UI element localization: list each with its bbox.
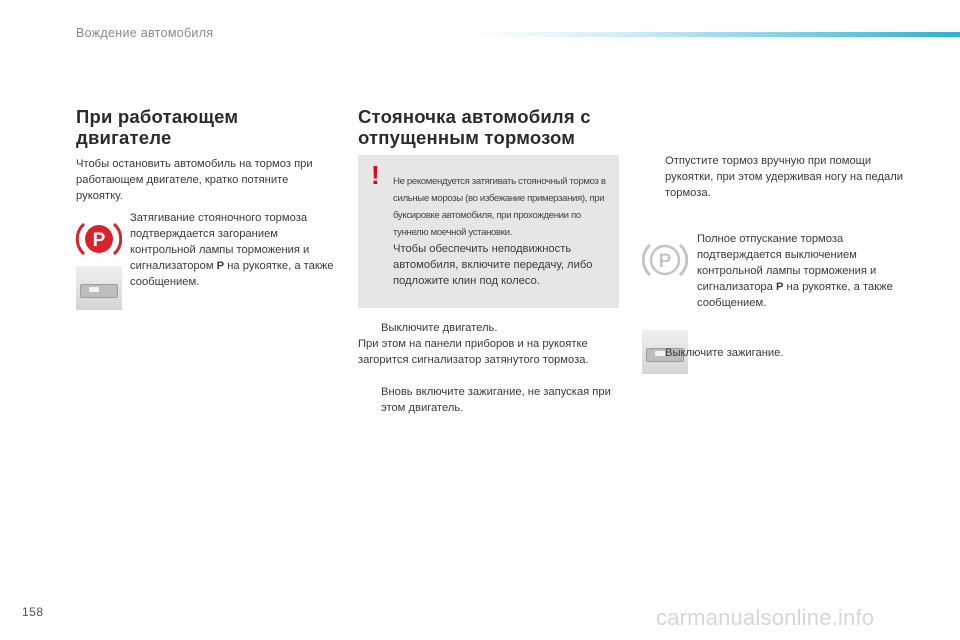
- column1-heading: При работающем двигателе: [76, 106, 239, 148]
- column1-confirmation-text: Затягивание стояночного тормоза подтверждается загоранием контрольной лампы торможения и сигнализатором P на рукоятке, а также сообщением.: [130, 212, 334, 288]
- svg-text:P: P: [92, 230, 106, 251]
- handbrake-lever-photo: [76, 266, 122, 310]
- svg-text:P: P: [658, 251, 672, 272]
- column2-step1: Выключите двигатель.: [381, 322, 498, 334]
- column1-intro-text: Чтобы остановить автомобиль на тормоз при работающем двигателе, кратко потяните рукоятку.: [76, 158, 313, 202]
- column2-step2: Вновь включите зажигание, не запуская при этом двигатель.: [381, 386, 611, 414]
- column3-step2: Выключите зажигание.: [665, 347, 784, 359]
- column3-confirmation-text: Полное отпускание тормоза подтверждается выключением контрольной лампы торможения и сигнализатора P на рукоятке, а также сообщением.: [697, 233, 893, 309]
- watermark: carmanualsonline.info: [656, 605, 875, 630]
- parking-brake-warning-red-icon: [76, 216, 122, 262]
- warning-text: Не рекомендуется затягивать стояночный тормоз в сильные морозы (во избежание примерзания), при буксировке автомобиля, при прохождении по туннелю моечной установки.: [393, 175, 606, 238]
- parking-brake-grey-icon: [642, 237, 688, 283]
- header-accent-bar: [470, 32, 960, 37]
- column3-step1: Отпустите тормоз вручную при помощи рукоятки, при этом удерживая ногу на педали тормоза.: [665, 155, 903, 199]
- column2-heading: Стояночка автомобиля с отпущенным тормозом: [358, 106, 591, 148]
- warning-exclamation-icon: !: [371, 160, 380, 190]
- page-number: 158: [22, 605, 44, 619]
- warning-secure-text: Чтобы обеспечить неподвижность автомобиля, включите передачу, либо подложите клин под колесо.: [393, 243, 593, 287]
- p-indicator-letter: P: [216, 260, 225, 272]
- p-indicator-letter: P: [775, 281, 784, 293]
- section-header-title: Вождение автомобиля: [76, 26, 214, 40]
- column2-step1-continuation: При этом на панели приборов и на рукоятке загорится сигнализатор затянутого тормоза.: [358, 338, 589, 366]
